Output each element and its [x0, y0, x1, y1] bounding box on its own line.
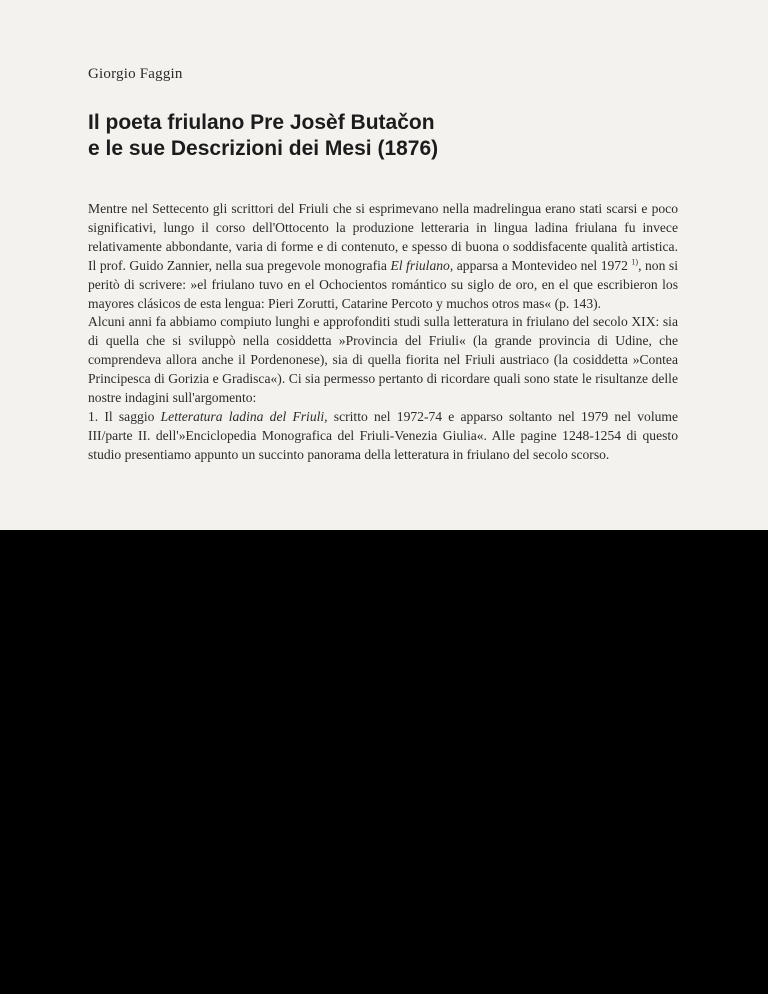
title-line-1: Il poeta friulano Pre Josèf Butačon: [88, 111, 435, 134]
article-title: [88, 110, 438, 162]
paragraph-3: [88, 408, 678, 465]
paragraph-1-text-a: Mentre nel Settecento gli scrittori del Friuli che si esprimevano nella madrelingua erano stati scarsi e poco significativi, lungo il corso dell'Ottocento la produzione letteraria in lingua ladina friulana fu invece relativamente abbondante, varia di forme e di contenuto, e spesso di buona o soddisfacente qualità artistica. Il prof. Guido Zannier, nella sua pregevole monografia: [88, 201, 678, 273]
footnote-marker: 1): [631, 257, 639, 267]
paragraph-1: [88, 200, 678, 313]
paragraph-2: Alcuni anni fa abbiamo compiuto lunghi e approfonditi studi sulla letteratura in friulano del secolo XIX: sia di quella che si sviluppò nella cosiddetta »Provincia del Friuli« (la grande provincia di Udine, che comprendeva allora anche il Pordenonese), sia di quella fiorita nel Friuli austriaco (la cosiddetta »Contea Principesca di Gorizia e Gradisca«). Ci sia permesso pertanto di ricordare quali sono state le risultanze delle nostre indagini sull'argomento:: [88, 314, 678, 406]
black-area: [0, 530, 768, 994]
paragraph-1-text-b: apparsa a Montevideo nel 1972: [453, 257, 632, 273]
paragraph-1-text-c: , non si peritò di scrivere: »el friulano tuvo en el Ochocientos romántico su siglo de oro, en el que escribieron los mayores clásicos de esta lengua: Pieri Zorutti, Catarine Percoto y muchos otros mas« (p. 143).: [88, 257, 678, 311]
article-body: [88, 200, 678, 465]
paragraph-3-text-a: 1. Il saggio: [88, 408, 161, 424]
author-name: Giorgio Faggin: [88, 66, 183, 82]
paragraph-3-text-b: scritto nel 1972-74 e apparso soltanto nel 1979 nel volume III/parte II. dell'»Enciclopedia Monografica del Friuli-Venezia Giulia«. Alle pagine 1248-1254 di questo studio presentiamo appunto un succinto panorama della letteratura in friulano del secolo scorso.: [88, 408, 678, 462]
paragraph-1-italic-title: El friulano,: [390, 257, 454, 273]
title-line-2: e le sue Descrizioni dei Mesi (1876): [88, 137, 439, 160]
paragraph-3-italic-title: Letteratura ladina del Friuli,: [160, 408, 328, 424]
